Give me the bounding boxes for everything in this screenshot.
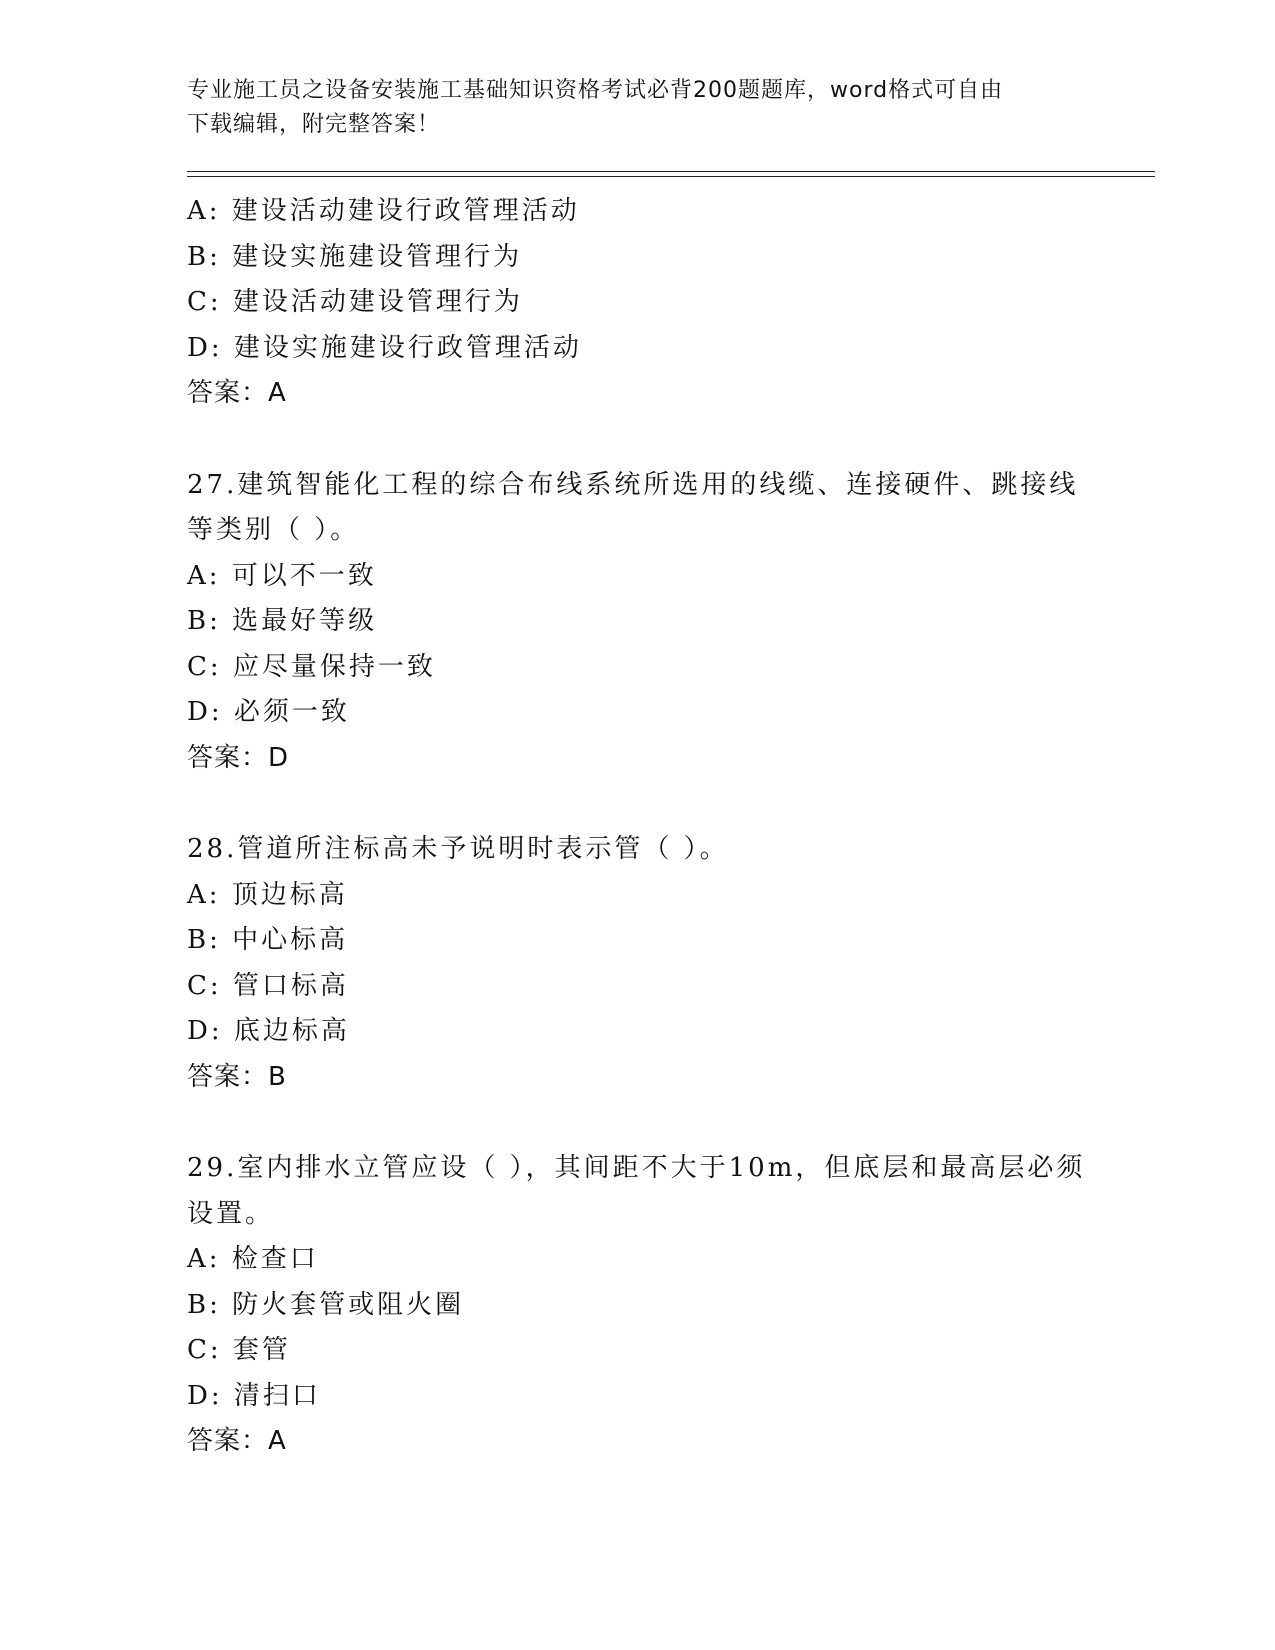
option-b: B: 中心标高 [187,925,349,955]
option-c: C: 应尽量保持一致 [187,651,436,682]
question-29 [187,1146,1107,1465]
option-a: A: 检查口 [187,1244,319,1274]
question-26 [187,189,1107,417]
option-b: B: 建设实施建设管理行为 [187,241,523,272]
option-b: B: 选最好等级 [187,606,378,636]
header-rule-bottom [187,176,1155,177]
option-c: C: 建设活动建设管理行为 [187,287,523,317]
question-text-line-2: 设置。 [187,1198,275,1229]
option-a: A: 建设活动建设行政管理活动 [187,196,580,226]
option-d: D: 底边标高 [187,1016,350,1046]
question-27 [187,463,1107,782]
answer: 答案：D [187,742,290,773]
answer: 答案：A [187,1426,287,1456]
header-line-2: 下载编辑，附完整答案！ [187,112,441,137]
option-d: D: 清扫口 [187,1380,321,1411]
answer: 答案：B [187,1061,287,1092]
answer: 答案：A [187,378,287,408]
question-text-line-1: 29.室内排水立管应设（ ），其间距不大于10m，但底层和最高层必须 [187,1153,1086,1183]
option-a: A: 可以不一致 [187,560,377,591]
option-c: C: 管口标高 [187,970,349,1001]
document-header [187,74,1067,142]
question-text-line-1: 27.建筑智能化工程的综合布线系统所选用的线缆、连接硬件、跳接线 [187,469,1079,500]
header-rule-top [187,171,1155,172]
question-text-line-2: 等类别（ ）。 [187,515,360,545]
question-list [187,189,1107,1465]
option-b: B: 防火套管或阻火圈 [187,1289,465,1320]
option-a: A: 顶边标高 [187,879,348,910]
option-c: C: 套管 [187,1335,291,1365]
header-line-1: 专业施工员之设备安装施工基础知识资格考试必背200题题库，word格式可自由 [187,78,1004,103]
question-28 [187,827,1107,1100]
option-d: D: 必须一致 [187,697,350,727]
question-text-line-1: 28.管道所注标高未予说明时表示管（ ）。 [187,834,729,864]
option-d: D: 建设实施建设行政管理活动 [187,332,582,363]
